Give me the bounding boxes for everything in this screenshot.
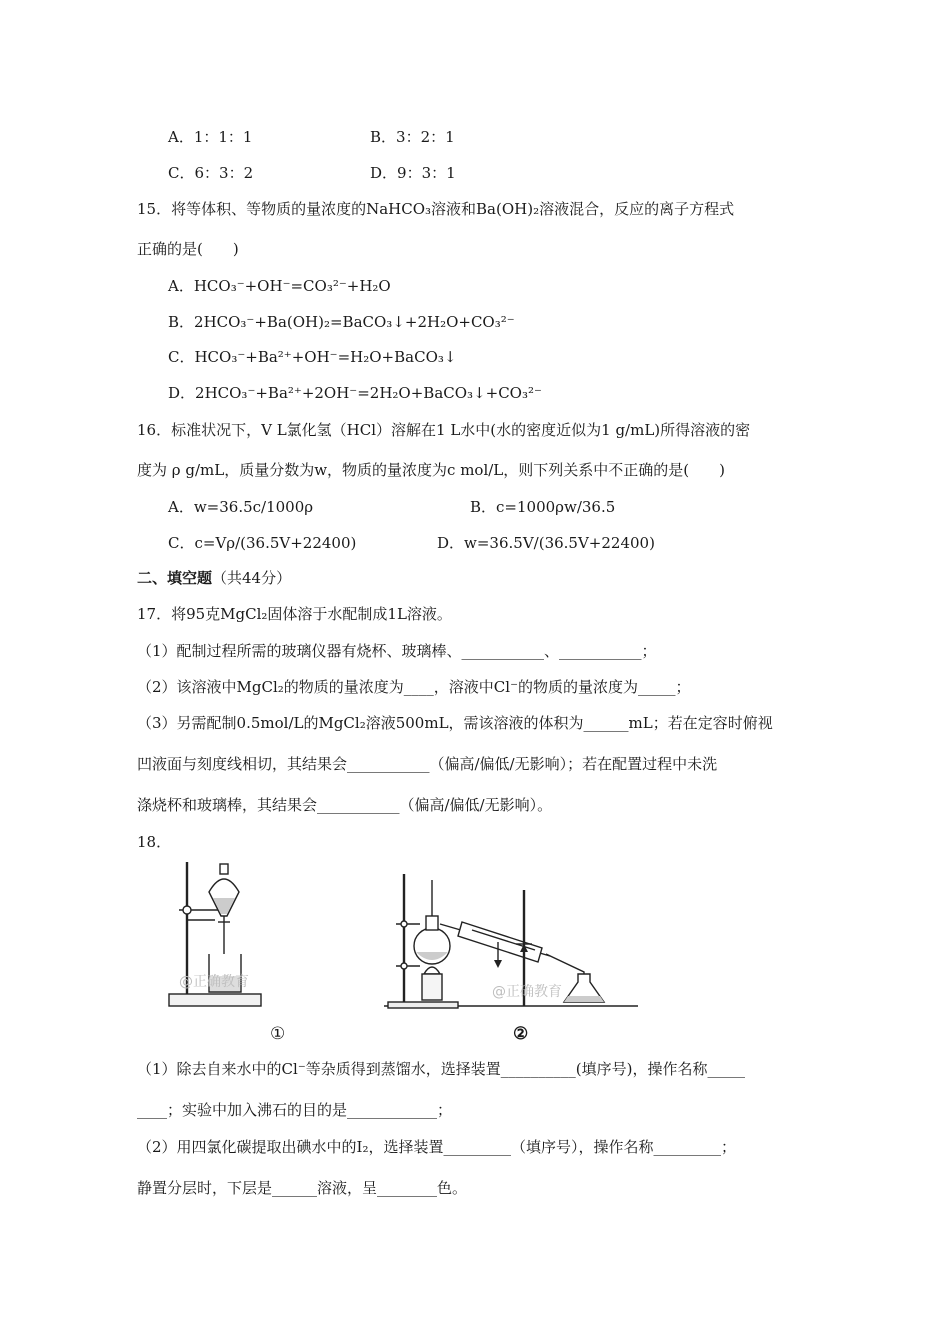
q16-option-c: C．c=Vρ/(36.5V+22400) — [168, 534, 357, 552]
q18-part2-line1: （2）用四氯化碳提取出碘水中的I₂，选择装置_________（填序号），操作名称_________； — [137, 1138, 736, 1156]
q16-stem-line1: 16．标准状况下，V L氯化氢（HCl）溶解在1 L水中(水的密度近似为1 g/mL)所得溶液的密 — [137, 421, 751, 439]
distillation-apparatus-figure — [380, 868, 642, 1012]
q15-option-c: C．HCO₃⁻+Ba²⁺+OH⁻=H₂O+BaCO₃↓ — [168, 348, 457, 366]
q17-stem: 17．将95克MgCl₂固体溶于水配制成1L溶液。 — [137, 605, 452, 623]
q17-part1: （1）配制过程所需的玻璃仪器有烧杯、玻璃棒、___________、___________； — [137, 642, 657, 660]
q15-stem-line2: 正确的是( ) — [137, 240, 239, 258]
q15-option-b: B．2HCO₃⁻+Ba(OH)₂=BaCO₃↓+2H₂O+CO₃²⁻ — [168, 313, 515, 331]
q17-part3-line1: （3）另需配制0.5mol/L的MgCl₂溶液500mL，需该溶液的体积为______mL；若在定容时俯视 — [137, 714, 773, 732]
q17-part3-line2: 凹液面与刻度线相切，其结果会___________（偏高/偏低/无影响）；若在配置过程中未洗 — [137, 755, 718, 773]
q14-option-a: A．1：1：1 — [168, 128, 253, 146]
section-title: 二、填空题 — [137, 569, 213, 587]
section-heading — [137, 568, 291, 588]
q15-stem-line1: 15．将等体积、等物质的量浓度的NaHCO₃溶液和Ba(OH)₂溶液混合，反应的离子方程式 — [137, 200, 735, 218]
q16-option-b: B．c=1000ρw/36.5 — [470, 498, 616, 516]
q14-option-c: C．6：3：2 — [168, 164, 254, 182]
q18-part1-line1: （1）除去自来水中的Cl⁻等杂质得到蒸馏水，选择装置__________(填序号)，操作名称_____ — [137, 1060, 745, 1078]
watermark-2: @正确教育 — [492, 984, 562, 1000]
q18-part2-line2: 静置分层时，下层是______溶液，呈________色。 — [137, 1179, 468, 1197]
q14-option-b: B．3：2：1 — [370, 128, 455, 146]
q16-option-d: D．w=36.5V/(36.5V+22400) — [437, 534, 655, 552]
q18-stem: 18． — [137, 833, 172, 851]
q16-stem-line2: 度为 ρ g/mL，质量分数为w，物质的量浓度为c mol/L，则下列关系中不正确的是( ) — [137, 461, 725, 479]
q17-part2: （2）该溶液中MgCl₂的物质的量浓度为____，溶液中Cl⁻的物质的量浓度为_____； — [137, 678, 691, 696]
watermark-1: @正确教育 — [179, 974, 249, 990]
q15-option-a: A．HCO₃⁻+OH⁻=CO₃²⁻+H₂O — [168, 277, 391, 295]
figure2-label: ② — [513, 1024, 529, 1044]
section-note: （共44分） — [212, 569, 292, 587]
q16-option-a: A．w=36.5c/1000ρ — [168, 498, 314, 516]
figure1-label: ① — [270, 1024, 286, 1044]
q15-option-d: D．2HCO₃⁻+Ba²⁺+2OH⁻=2H₂O+BaCO₃↓+CO₃²⁻ — [168, 384, 542, 402]
q17-part3-line3: 涤烧杯和玻璃棒，其结果会___________（偏高/偏低/无影响）。 — [137, 796, 553, 814]
separatory-funnel-figure — [165, 858, 265, 1010]
q18-part1-line2: ____；实验中加入沸石的目的是____________； — [137, 1101, 453, 1119]
q14-option-d: D．9：3：1 — [370, 164, 456, 182]
